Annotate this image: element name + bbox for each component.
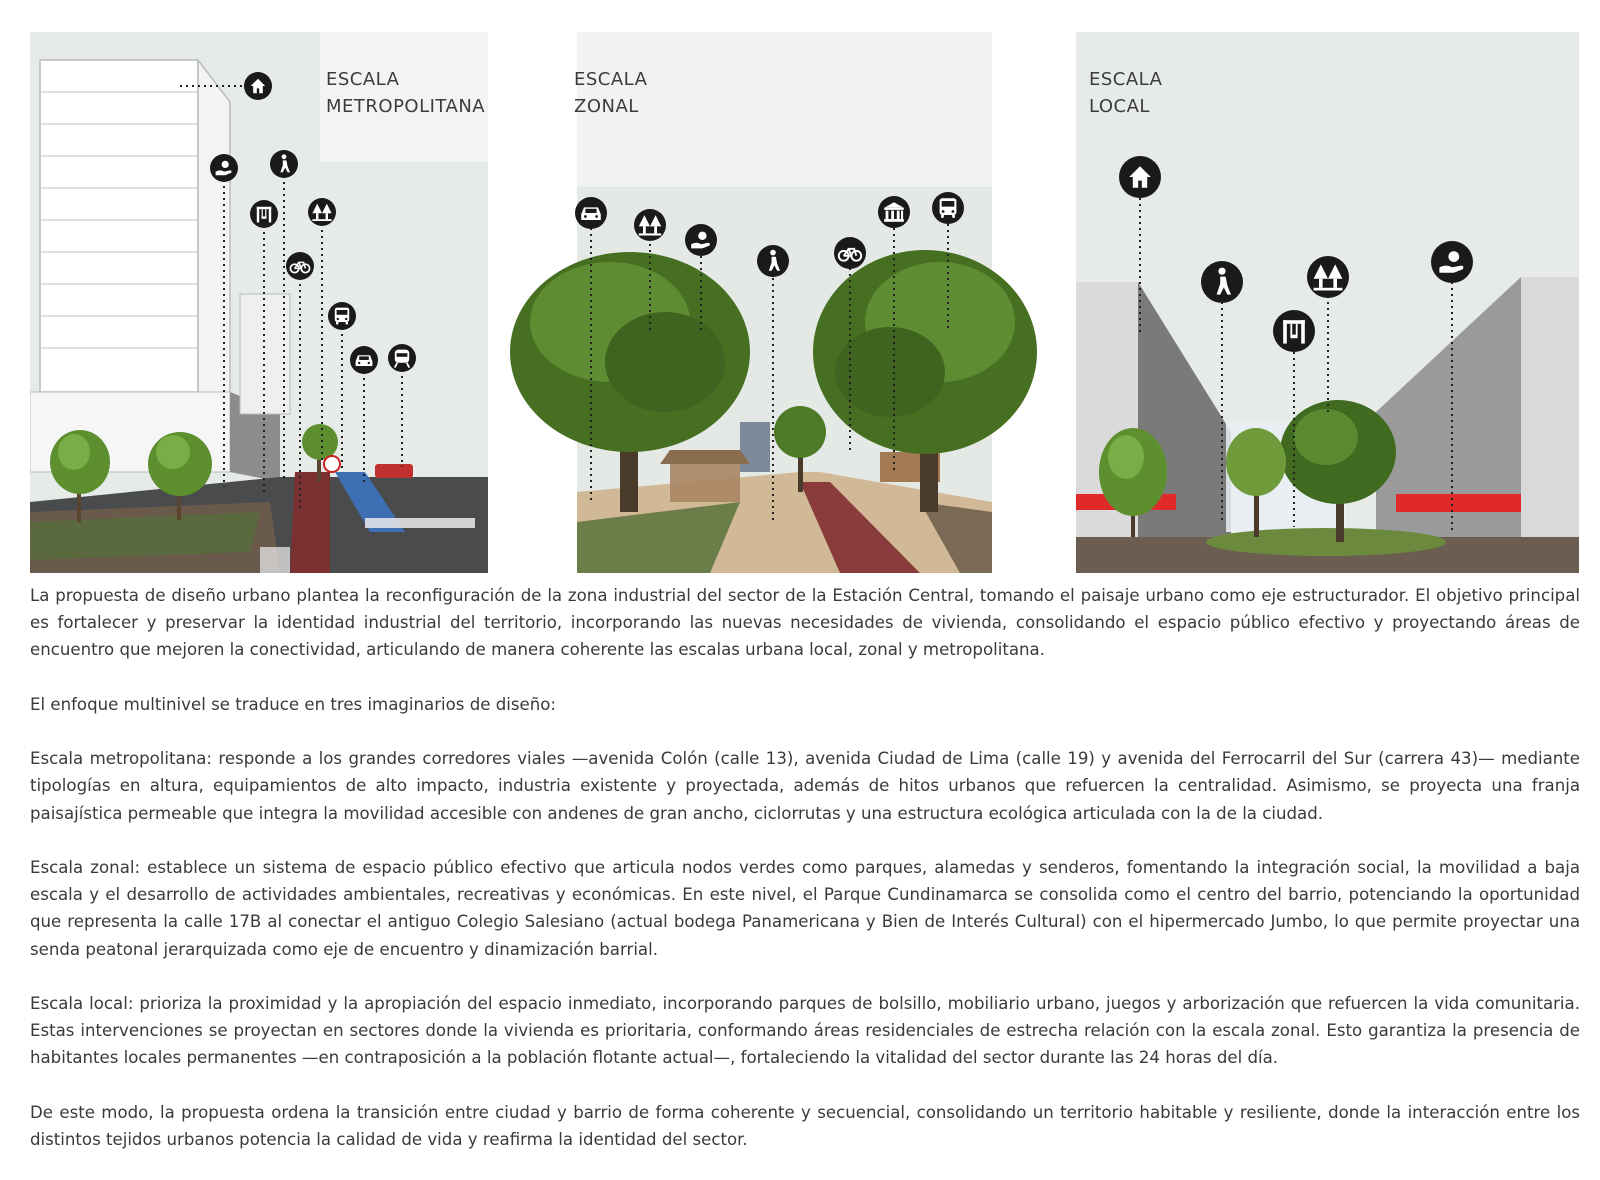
- paragraph-conclusion: De este modo, la propuesta ordena la transición entre ciudad y barrio de forma coherente y secuencial, consolidando un territorio habitable y resiliente, donde la interacción entre los distintos tejidos urbanos potencia la calidad de vida y reafirma la identidad del sector.: [30, 1102, 1580, 1149]
- paragraph-local: Escala local: prioriza la proximidad y la apropiación del espacio inmediato, incorporando parques de bolsillo, mobiliario urbano, juegos y arborización que refuercen la vida comunitaria. Estas intervenciones se proyectan en sectores donde la vivienda es prioritaria, conformando áreas residenciales de estrecha relación con la escala zonal. Esto garantiza la presencia de habitantes locales permanentes —en contraposición a la población flotante actual—, fortaleciendo la vitalidad del sector durante las 24 horas del día.: [30, 993, 1580, 1068]
- car-icon: [575, 197, 607, 229]
- coin-hand-icon: [210, 154, 238, 182]
- trees-icon: [308, 198, 336, 226]
- pedestrian-icon: [757, 245, 789, 277]
- playground-icon: [250, 200, 278, 228]
- body-text: [30, 582, 1580, 1180]
- pedestrian-icon: [1201, 261, 1243, 303]
- panel-escala-metropolitana: [30, 32, 488, 573]
- car-icon: [350, 346, 378, 374]
- coin-hand-icon: [1431, 241, 1473, 283]
- train-icon: [388, 344, 416, 372]
- home-icon: [244, 72, 272, 100]
- bicycle-icon: [286, 252, 314, 280]
- panel-title-metropolitana: ESCALA METROPOLITANA: [326, 69, 486, 117]
- trees-icon: [634, 209, 666, 241]
- trees-icon: [1307, 256, 1349, 298]
- panel-title-zonal: ESCALA ZONAL: [574, 69, 648, 117]
- pedestrian-icon: [270, 150, 298, 178]
- bus-icon: [932, 192, 964, 224]
- playground-icon: [1273, 310, 1315, 352]
- paragraph-intro: La propuesta de diseño urbano plantea la reconfiguración de la zona industrial del sector de la Estación Central, tomando el paisaje urbano como eje estructurador. El objetivo principal es fortalecer y preservar la identidad industrial del territorio, incorporando las nuevas necesidades de vivienda, consolidando el espacio público efectivo y proyectando áreas de encuentro que mejoren la conectividad, articulando de manera coherente las escalas urbana local, zonal y metropolitana.: [30, 586, 1580, 660]
- paragraph-zonal: Escala zonal: establece un sistema de espacio público efectivo que articula nodos verdes como parques, alamedas y senderos, fomentando la integración social, la movilidad a baja escala y el desarrollo de actividades ambientales, recreativas y económicas. En este nivel, el Parque Cundinamarca se consolida como el centro del barrio, potenciando la oportunidad que representa la calle 17B al conectar el antiguo Colegio Salesiano (actual bodega Panamericana y Bien de Interés Cultural) con el hipermercado Jumbo, lo que permite proyectar una senda peatonal jerarquizada como eje de encuentro y dinamización barrial.: [30, 857, 1580, 959]
- paragraph-enfoque: El enfoque multinivel se traduce en tres imaginarios de diseño:: [30, 694, 557, 714]
- panel-escala-zonal: [500, 32, 1060, 573]
- coin-hand-icon: [685, 224, 717, 256]
- paragraph-metropolitana: Escala metropolitana: responde a los grandes corredores viales —avenida Colón (calle 13), avenida Ciudad de Lima (calle 19) y avenida del Ferrocarril del Sur (carrera 43)— mediante tipologías en altura, equipamientos de alto impacto, industria existente y proyectada, además de hitos urbanos que refuercen la centralidad. Asimismo, se proyecta una franja paisajística permeable que integra la movilidad accesible con andenes de gran ancho, ciclorrutas y una estructura ecológica articulada con la de la ciudad.: [30, 749, 1580, 823]
- bus-icon: [328, 302, 356, 330]
- bicycle-icon: [834, 237, 866, 269]
- home-icon: [1119, 156, 1161, 198]
- panel-escala-local: [1076, 32, 1579, 573]
- panel-title-local: ESCALA LOCAL: [1089, 69, 1163, 117]
- heritage-building-icon: [878, 196, 910, 228]
